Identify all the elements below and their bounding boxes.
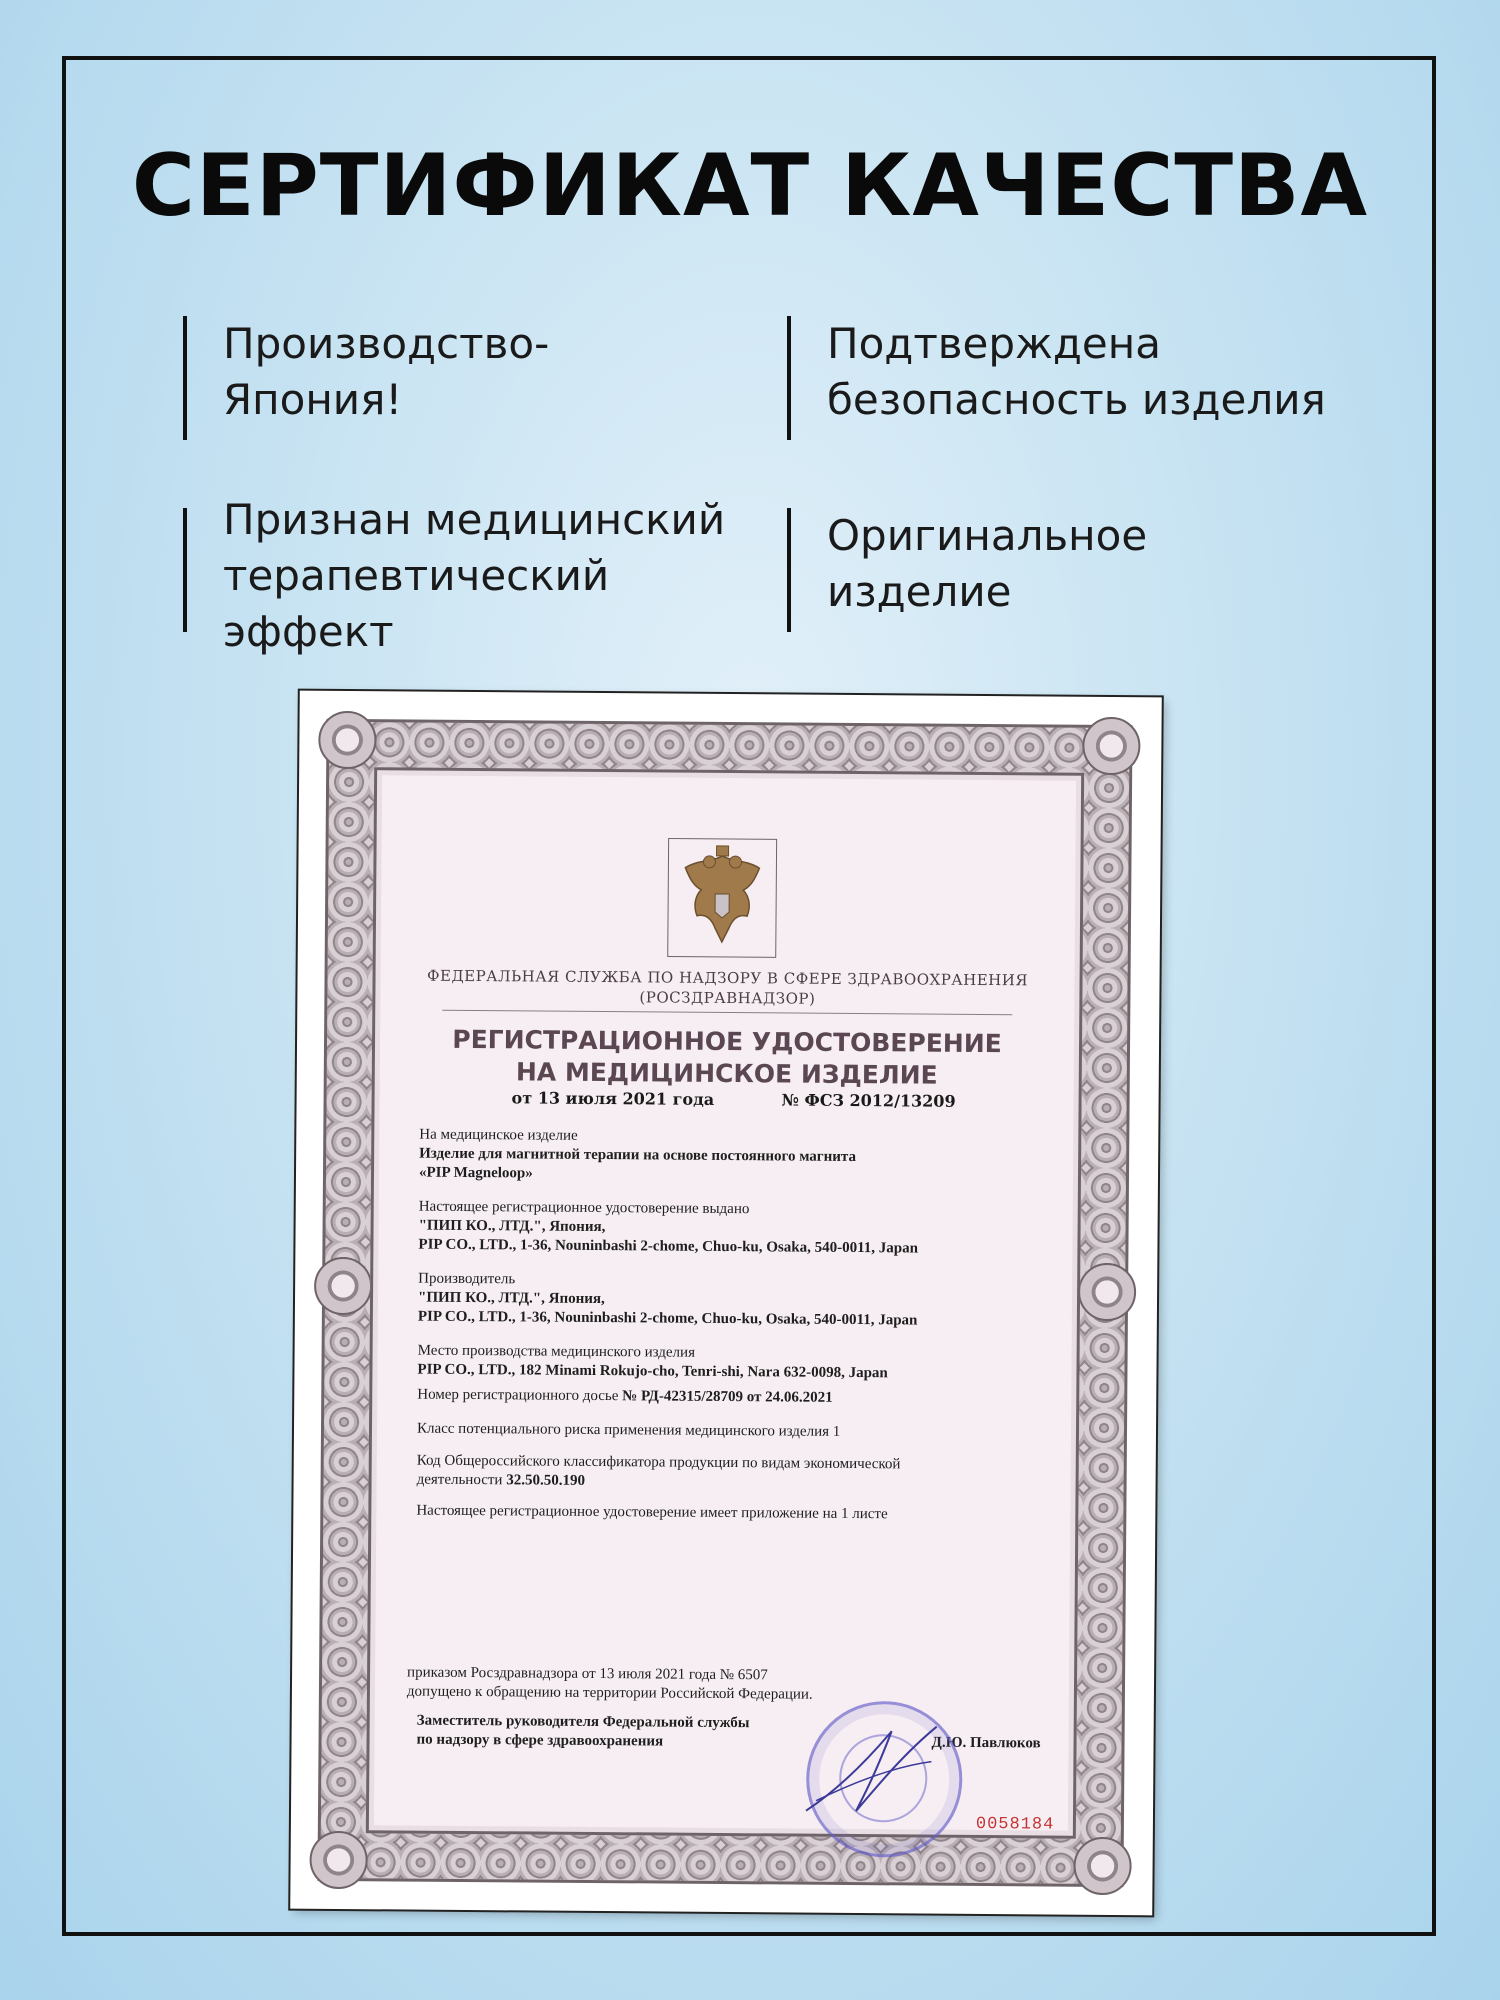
feature-made-in-japan (183, 316, 743, 440)
document-title: РЕГИСТРАЦИОННОЕ УДОСТОВЕРЕНИЕ НА МЕДИЦИНСКОЕ ИЗДЕЛИЕ (452, 1024, 1002, 1090)
certificate-document (295, 697, 1154, 1910)
order-text: приказом Росздравнадзора от 13 июля 2021 года № 6507 допущено к обращению на территории Российской Федерации. (406, 1664, 813, 1703)
issued-section: Настоящее регистрационное удостоверение выдано "ПИП КО., ЛТД.", Япония, PIP CO., LTD., 1-36, Nouninbashi 2-chome, Chuo-ku, Osaka, 540-0011, Japan (418, 1198, 919, 1257)
appendix-line: Настоящее регистрационное удостоверение имеет приложение на 1 листе (416, 1502, 888, 1523)
okpd-section: Код Общероссийского классификатора продукции по видам экономической деятельности 32.50.50.190 (416, 1452, 901, 1489)
feature-line: эффект (223, 607, 394, 656)
ornament-icon (1082, 717, 1140, 775)
serial-number: 0058184 (975, 1814, 1055, 1835)
risk-class-line: Класс потенциального риска применения медицинского изделия 1 (416, 1420, 841, 1440)
manufacturer-section: Производитель "ПИП КО., ЛТД.", Япония, PIP CO., LTD., 1-36, Nouninbashi 2-chome, Chuo-ku, Osaka, 540-0011, Japan (417, 1270, 918, 1329)
feature-divider (183, 508, 187, 632)
ornament-icon (1073, 1837, 1131, 1895)
feature-safety-confirmed (787, 316, 1387, 440)
feature-divider (787, 316, 791, 440)
ornament-icon (314, 1257, 372, 1315)
feature-divider (183, 316, 187, 440)
ornament-icon (1078, 1263, 1136, 1321)
signature-icon (796, 1711, 947, 1832)
feature-line: безопасность изделия (827, 375, 1326, 424)
coat-of-arms-icon (667, 838, 778, 959)
feature-original-product (787, 508, 1387, 632)
feature-line: Производство- (223, 319, 550, 368)
signer-title: Заместитель руководителя Федеральной службы по надзору в сфере здравоохранения (416, 1712, 750, 1750)
feature-line: изделие (827, 567, 1012, 616)
feature-line: Признан медицинский (223, 495, 726, 544)
document-date: от 13 июля 2021 года (511, 1088, 715, 1109)
agency-name: ФЕДЕРАЛЬНАЯ СЛУЖБА ПО НАДЗОРУ В СФЕРЕ ЗДРАВООХРАНЕНИЯ (РОСЗДРАВНАДЗОР) (427, 966, 1029, 1008)
page-title: СЕРТИФИКАТ КАЧЕСТВА (131, 136, 1369, 236)
dossier-line: Номер регистрационного досье № РД-42315/28709 от 24.06.2021 (417, 1386, 833, 1406)
signer-name: Д.Ю. Павлюков (931, 1734, 1041, 1752)
feature-line: терапевтический (223, 551, 610, 600)
ornament-icon (309, 1831, 367, 1889)
ornament-icon (318, 711, 376, 769)
device-section: На медицинское изделие Изделие для магнитной терапии на основе постоянного магнита «PIP Magneloop» (418, 1126, 857, 1182)
feature-therapeutic-effect (183, 492, 783, 668)
production-place-section: Место производства медицинского изделия PIP CO., LTD., 182 Minami Rokujo-cho, Tenri-shi, Nara 632-0098, Japan (417, 1342, 888, 1382)
feature-line: Подтверждена (827, 319, 1161, 368)
feature-divider (787, 508, 791, 632)
feature-line: Оригинальное (827, 511, 1148, 560)
feature-line: Япония! (223, 375, 403, 424)
document-number: № ФСЗ 2012/13209 (781, 1090, 956, 1111)
